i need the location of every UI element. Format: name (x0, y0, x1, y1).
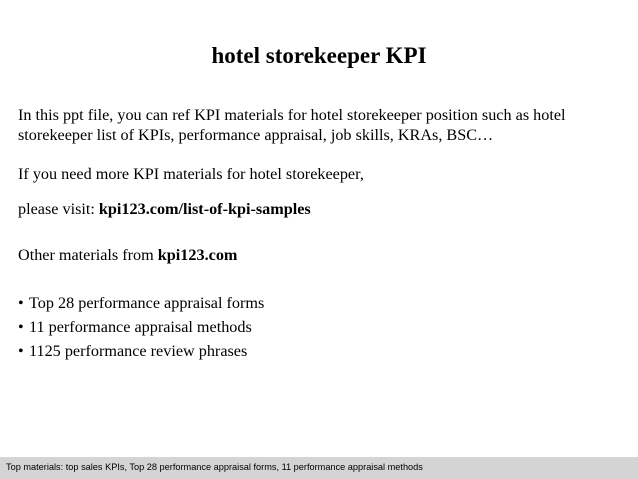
list-item[interactable] (18, 291, 628, 315)
list-item-label: Top 28 performance appraisal forms (29, 294, 265, 312)
bullet-mark: • (18, 342, 24, 360)
other-prefix: Other materials from (18, 246, 158, 264)
intro-line-1: In this ppt file, you can ref KPI materials for hotel storekeeper position such as hotel (18, 106, 566, 124)
kpi-samples-link[interactable]: kpi123.com/list-of-kpi-samples (98, 200, 311, 218)
other-materials-line (18, 245, 628, 265)
intro-line-2: storekeeper list of KPIs, performance appraisal, job skills, KRAs, BSC… (18, 126, 494, 144)
list-item[interactable] (18, 315, 628, 339)
list-item[interactable] (18, 339, 628, 363)
bullet-mark: • (18, 294, 24, 312)
bullet-mark: • (18, 318, 24, 336)
footer-bar (0, 457, 638, 479)
visit-prefix: please visit: (18, 200, 99, 218)
materials-list (18, 291, 628, 363)
need-more-text: If you need more KPI materials for hotel storekeeper, (18, 165, 364, 183)
footer-text[interactable]: Top materials: top sales KPIs, Top 28 performance appraisal forms, 11 performance appraisal methods (6, 462, 423, 472)
visit-line (18, 199, 628, 219)
kpi123-link[interactable]: kpi123.com (157, 246, 238, 264)
list-item-label: 1125 performance review phrases (29, 342, 248, 360)
slide-title: hotel storekeeper KPI (211, 43, 427, 68)
intro-paragraph (18, 105, 628, 145)
list-item-label: 11 performance appraisal methods (29, 318, 252, 336)
